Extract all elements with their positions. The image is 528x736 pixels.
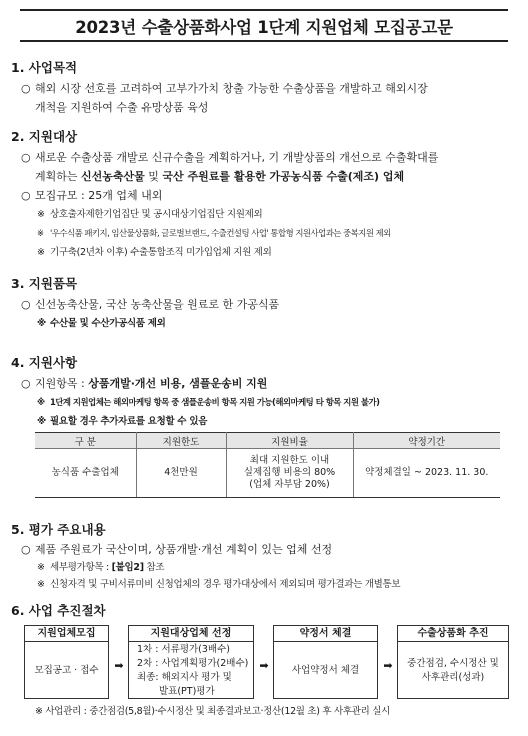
note-item [37, 243, 520, 262]
note-text: 수산물 및 수산가공식품 제외 [50, 318, 166, 329]
bullet-item [21, 186, 520, 205]
purpose-line-1: 해외 시장 선호를 고려하여 고부가가치 창출 가능한 수출상품을 개발하고 해외시장 [35, 82, 428, 95]
note-text: 신청자격 및 구비서류미비 신청업체의 경우 평가대상에서 제외되며 평가결과는 개별통보 [50, 579, 401, 590]
table-cell-period: 약정체결일 ~ 2023. 11. 30. [353, 449, 500, 498]
section-heading: 6. 사업 추진절차 [11, 603, 106, 618]
purpose-line-2: 개척을 지원하여 수출 유망상품 육성 [35, 101, 209, 114]
bullet-circle-icon: ○ [21, 151, 31, 164]
section-heading: 4. 지원사항 [11, 355, 78, 370]
flow-step-line: 발표(PT)평가 [159, 685, 215, 697]
target-text: 계획하는 [35, 170, 82, 183]
support-item-bold: 상품개발·개선 비용, 샘플운송비 지원 [88, 377, 268, 390]
flow-step-line: 사후관리(성과) [421, 671, 485, 683]
reference-mark-icon: ※ [37, 247, 45, 258]
reference-mark-icon: ※ [37, 416, 46, 427]
flow-step-agreement [273, 625, 378, 699]
ratio-line: (업체 자부담 20%) [249, 479, 330, 490]
note-text: 1단계 지원업체는 해외마케팅 항목 중 샘플운송비 항목 지원 가능(해외마케팅 타 항목 지원 불가) [50, 397, 380, 407]
table-header-row [35, 433, 500, 449]
bullet-item [21, 374, 520, 393]
note-text [50, 559, 164, 576]
recruit-scale: 모집규모 : 25개 업체 내외 [35, 189, 163, 202]
note-attachment-ref: [붙임2] [111, 562, 144, 573]
note-item [37, 412, 520, 431]
table-header: 지원한도 [136, 433, 226, 449]
page-title: 2023년 수출상품화사업 1단계 지원업체 모집공고문 [75, 17, 453, 37]
section-target [11, 129, 520, 262]
flow-step-line: 중간점검, 수시정산 및 [407, 657, 499, 669]
evaluation-line: 제품 주원료가 국산이며, 상품개발·개선 계획이 있는 업체 선정 [35, 543, 333, 556]
section-heading: 1. 사업목적 [11, 60, 78, 75]
note-item [37, 224, 520, 243]
arrow-right-icon: ➡ [114, 659, 124, 672]
target-text: 및 [144, 170, 163, 183]
support-item-label: 지원항목 : [35, 377, 89, 390]
support-table [35, 432, 500, 498]
bullet-circle-icon: ○ [21, 189, 31, 202]
reference-mark-icon: ※ [37, 579, 45, 590]
management-note: ※ 사업관리 : 중간점검(5,8월)·수시정산 및 최종결과보고·정산(12월 초) 후 사후관리 실시 [35, 706, 390, 717]
bullet-item [21, 79, 520, 98]
bullet-item [21, 540, 520, 559]
note-text: 필요할 경우 추가자료를 요청할 수 있음 [50, 416, 208, 427]
table-cell-limit: 4천만원 [136, 449, 226, 498]
section-heading: 2. 지원대상 [11, 129, 78, 144]
section-purpose [11, 60, 520, 117]
title-box [20, 9, 508, 42]
table-cell-ratio [226, 449, 353, 498]
flow-step-body [129, 642, 253, 699]
flow-step-line: 1차 : 서류평가(3배수) [137, 643, 230, 655]
flow-step-title: 지원대상업체 선정 [129, 626, 253, 642]
note-text: 기구축(2년차 이후) 수출통합조직 미가입업체 지원 제외 [50, 247, 272, 258]
bullet-circle-icon: ○ [21, 82, 31, 95]
flow-step-body: 사업약정서 체결 [291, 664, 360, 676]
arrow-right-icon: ➡ [383, 659, 393, 672]
flow-step-selection [128, 625, 254, 699]
flow-step-title: 약정서 체결 [274, 626, 377, 642]
note-item [37, 205, 520, 224]
section-evaluation [11, 522, 520, 593]
note-text-pre: 세부평가항목 : [50, 562, 112, 573]
table-cell-category: 농식품 수출업체 [35, 449, 136, 498]
ratio-line: 최대 지원한도 이내 [249, 455, 330, 466]
reference-mark-icon: ※ [37, 397, 45, 407]
reference-mark-icon: ※ [37, 562, 45, 573]
flow-step-line: 최종: 해외지사 평가 및 [137, 671, 232, 683]
reference-mark-icon: ※ [37, 228, 44, 238]
section-items [11, 276, 520, 333]
section-procedure [11, 603, 520, 619]
note-item [37, 559, 520, 576]
section-heading: 5. 평가 주요내용 [11, 522, 106, 537]
bullet-item [21, 148, 520, 167]
reference-mark-icon: ※ [37, 318, 46, 329]
table-header: 약정기간 [353, 433, 500, 449]
items-line: 신선농축산물, 국산 농축산물을 원료로 한 가공식품 [35, 298, 280, 311]
table-header: 구 분 [35, 433, 136, 449]
flow-step-title: 수출상품화 추진 [398, 626, 508, 642]
note-text: 상호출자제한기업집단 및 공시대상기업집단 지원제외 [50, 209, 263, 220]
bullet-item [21, 295, 520, 314]
flow-step-title: 지원업체모집 [25, 626, 108, 642]
ratio-line: 실제집행 비용의 80% [243, 467, 336, 478]
flow-step-line: 2차 : 사업계획평가(2배수) [137, 657, 249, 669]
support-item [35, 374, 267, 393]
target-bold-fresh: 신선농축산물 [81, 170, 145, 183]
note-text-post: 참조 [143, 562, 165, 573]
note-item [37, 393, 520, 412]
flow-step-commercialize [397, 625, 509, 699]
bullet-circle-icon: ○ [21, 377, 31, 390]
note-item [37, 576, 520, 593]
table-header: 지원비율 [226, 433, 353, 449]
target-bold-processed: 국산 주원료를 활용한 가공농식품 수출(제조) 업체 [162, 170, 405, 183]
arrow-right-icon: ➡ [259, 659, 269, 672]
bullet-circle-icon: ○ [21, 543, 31, 556]
reference-mark-icon: ※ [37, 209, 45, 220]
section-heading: 3. 지원품목 [11, 276, 78, 291]
note-item [37, 314, 520, 333]
flow-step-recruit [24, 625, 109, 699]
target-line-2 [35, 167, 520, 186]
target-line-1: 새로운 수출상품 개발로 신규수출을 계획하거나, 기 개발상품의 개선으로 수출확대를 [35, 151, 439, 164]
bullet-circle-icon: ○ [21, 298, 31, 311]
note-text: '우수식품 패키지, 임산물상품화, 글로벌브랜드, 수출컨설팅 사업' 통합형 지원사업과는 중복지원 제외 [50, 228, 391, 238]
flow-step-body: 모집공고 · 접수 [34, 664, 99, 676]
flow-step-body [398, 642, 508, 699]
section-support [11, 355, 520, 431]
procedure-flow [24, 625, 509, 699]
table-row [35, 449, 500, 498]
